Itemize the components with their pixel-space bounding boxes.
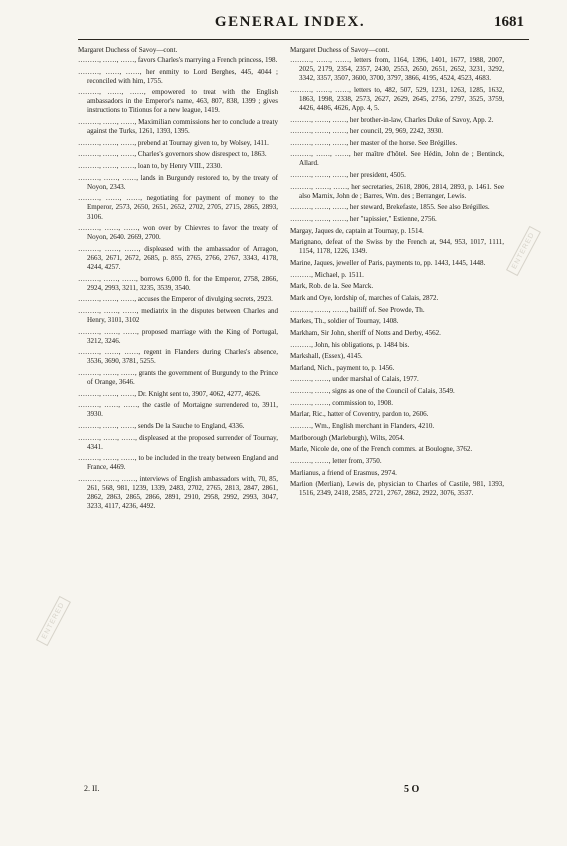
index-entry: Marignano, defeat of the Swiss by the French at, 944, 953, 1017, 1111, 1154, 1178, 1226, 1349.	[290, 238, 504, 256]
index-heading: Margaret Duchess of Savoy—cont.	[290, 46, 390, 54]
signature-mark: 2. II.	[84, 784, 100, 793]
index-entry: ………, ……, ……, to be included in the treaty between England and France, 4469.	[78, 454, 278, 472]
index-entry: ………, ……, ……, letters from, 1164, 1396, 1401, 1677, 1988, 2007, 2025, 2179, 2354, 2357, 2430, 2553, 2650, 2651, 2652, 3231, 3292, 3342, 3357, 3507, 3600, 3700, 3797, 3866, 4195, 4524, 4523, 4683.	[290, 56, 504, 83]
index-entry: ………, ……, ……, her steward, Brekefaste, 1855. See also Brégilles.	[290, 203, 490, 212]
index-entry: Markham, Sir John, sheriff of Notts and Derby, 4562.	[290, 328, 441, 337]
index-entry: ………, ……, ……, displeased at the proposed surrender of Tournay, 4341.	[78, 433, 278, 451]
index-entry: ………, ……, signs as one of the Council of Calais, 3549.	[290, 387, 455, 396]
index-entry: Marine, Jaques, jeweller of Paris, payments to, pp. 1443, 1445, 1448.	[290, 259, 486, 268]
index-entry: ………, ……, ……, her brother-in-law, Charles Duke of Savoy, App. 2.	[290, 115, 494, 124]
index-entry: ………, Michael, p. 1511.	[290, 270, 364, 279]
index-entry: ………, ……, ……, mediatrix in the disputes between Charles and Henry, 3101, 3102	[78, 306, 278, 324]
index-entry: Markshall, (Essex), 4145.	[290, 352, 363, 361]
index-entry: Marlborough (Marleburgh), Wilts, 2054.	[290, 433, 405, 442]
index-entry: ………, ……, ……, interviews of English ambassadors with, 70, 85, 261, 568, 981, 1239, 1339, 2483, 2702, 2765, 2813, 2847, 2861, 2862, 2863, 2865, 2866, 2891, 2910, 2958, 2992, 2993, 3047, 3233, 4117, 4236, 4492.	[78, 474, 278, 511]
index-entry: ………, ……, ……, her "tapissier," Estienne, 2756.	[290, 215, 437, 224]
index-entry: ………, ……, ……, sends De la Sauche to England, 4336.	[78, 421, 245, 430]
right-index-column	[290, 46, 504, 501]
index-entry: ………, ……, ……, Maximilian commissions her to conclude a treaty against the Turks, 1261, 1393, 1395.	[78, 118, 278, 136]
index-entry: ………, ……, ……, prebend at Tournay given to, by Wolsey, 1411.	[78, 138, 269, 147]
index-entry: ………, ……, ……, her maître d'hôtel. See Hédin, John de ; Bentinck, Allard.	[290, 150, 504, 168]
index-entry: Marlianus, a friend of Erasmus, 2974.	[290, 468, 397, 477]
index-entry: ………, ……, ……, borrows 6,000 fl. for the Emperor, 2758, 2866, 2924, 2993, 3211, 3235, 3539, 3540.	[78, 274, 278, 292]
index-entry: ………, ……, ……, her president, 4505.	[290, 171, 406, 180]
index-entry: ………, ……, ……, regent in Flanders during Charles's absence, 3536, 3690, 3781, 5255.	[78, 348, 278, 366]
index-entry: ………, ……, ……, the castle of Mortaigne surrendered to, 3911, 3930.	[78, 401, 278, 419]
index-entry: ………, ……, ……, her master of the horse. See Brégilles.	[290, 138, 458, 147]
index-entry: Markes, Th., soldier of Tournay, 1408.	[290, 317, 399, 326]
gathering-mark: 5 O	[404, 784, 420, 795]
index-entry: ………, Wm., English merchant in Flanders, 4210.	[290, 422, 435, 431]
library-stamp: ENTERED	[36, 595, 71, 646]
index-entry: ………, ……, ……, Charles's governors show disrespect to, 1863.	[78, 150, 267, 159]
index-entry: Mark, Rob. de la. See Marck.	[290, 282, 374, 291]
index-entry: ………, ……, ……, empowered to treat with the English ambassadors in the Emperor's name, 463, 807, 838, 1399 ; gives instructions to Titionus for a new league, 1419.	[78, 88, 278, 115]
index-entry: ………, John, his obligations, p. 1484 bis.	[290, 340, 410, 349]
index-entry: ………, ……, ……, her enmity to Lord Berghes, 445, 4044 ; reconciled with him, 1755.	[78, 67, 278, 85]
index-entry: ………, ……, ……, grants the government of Burgundy to the Prince of Orange, 3646.	[78, 368, 278, 386]
index-entry: ………, ……, ……, bailiff of. See Prowde, Th.	[290, 305, 425, 314]
index-entry: ………, ……, ……, accuses the Emperor of divulging secrets, 2923.	[78, 295, 273, 304]
index-heading: Margaret Duchess of Savoy—cont.	[78, 46, 178, 54]
index-entry: ………, ……, commission to, 1908.	[290, 398, 393, 407]
page-header	[80, 14, 524, 34]
header-rule	[78, 39, 529, 40]
index-entry: ………, ……, ……, Dr. Knight sent to, 3907, 4062, 4277, 4626.	[78, 389, 261, 398]
index-entry: ………, ……, ……, proposed marriage with the King of Portugal, 3212, 3246.	[78, 327, 278, 345]
index-entry: ………, ……, ……, won over by Chievres to favor the treaty of Noyon, 2640. 2669, 2700.	[78, 224, 278, 242]
page-number: 1681	[494, 14, 524, 30]
running-title: GENERAL INDEX.	[214, 14, 366, 30]
index-entry: Marle, Nicole de, one of the French commrs. at Boulogne, 3762.	[290, 445, 473, 454]
index-entry: Marlion (Merlian), Lewis de, physician to Charles of Castile, 981, 1393, 1516, 2349, 2418, 2585, 2721, 2767, 2862, 2922, 3076, 3537.	[290, 480, 504, 498]
index-entry: ………, ……, ……, letters to, 482, 507, 529, 1231, 1263, 1285, 1632, 1863, 1998, 2338, 2573, 2627, 2629, 2645, 2756, 2797, 3525, 3759, 4426, 4486, 4626, App. 4, 5.	[290, 85, 504, 112]
index-entry: ………, ……, ……, loan to, by Henry VIII., 2330.	[78, 162, 223, 171]
library-stamp: ENTERED	[506, 225, 541, 276]
index-entry: ………, ……, ……, displeased with the ambassador of Arragon, 2663, 2671, 2672, 2685, p. 855, 2765, 2766, 2767, 3343, 4178, 4244, 4257.	[78, 244, 278, 271]
index-entry: ………, ……, letter from, 3750.	[290, 456, 382, 465]
index-entry: ………, ……, ……, favors Charles's marrying a French princess, 198.	[78, 56, 278, 65]
index-entry: ………, ……, ……, her council, 29, 969, 2242, 3930.	[290, 127, 444, 136]
index-entry: Margay, Jaques de, captain at Tournay, p. 1514.	[290, 226, 424, 235]
index-entry: ………, ……, ……, lands in Burgundy restored to, by the treaty of Noyon, 2343.	[78, 173, 278, 191]
index-entry: ………, ……, ……, negotiating for payment of money to the Emperor, 2573, 2650, 2651, 2652, 2702, 2705, 2715, 2865, 2893, 3106.	[78, 194, 278, 221]
index-entry: ………, ……, ……, her secretaries, 2618, 2806, 2814, 2893, p. 1461. See also Marnix, John de ; Barres, Wm. des ; Berranger, Lewis.	[290, 182, 504, 200]
index-entry: Marland, Nich., payment to, p. 1456.	[290, 363, 395, 372]
index-entry: ………, ……, under marshal of Calais, 1977.	[290, 375, 419, 384]
left-index-column	[78, 46, 278, 514]
index-entry: Mark and Oye, lordship of, marches of Calais, 2872.	[290, 293, 439, 302]
index-entry: Marlar, Ric., hatter of Coventry, pardon to, 2606.	[290, 410, 429, 419]
